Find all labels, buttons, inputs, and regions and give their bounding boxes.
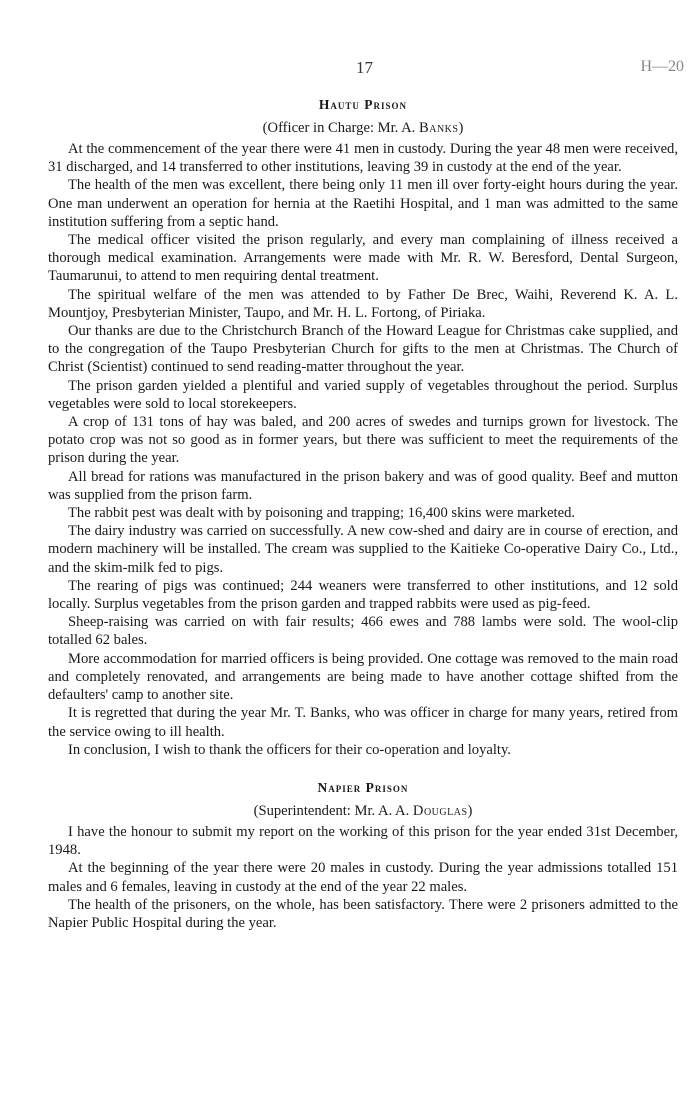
section-heading-napier: Napier Prison [317,779,409,795]
hautu-prison-section [48,94,678,759]
section-spacer [48,759,678,777]
paragraph: The spiritual welfare of the men was attended to by Father De Brec, Waihi, Reverend K. A. L. Mountjoy, Presbyterian Minister, Taupo, and Mr. H. L. Fortong, of Piriaka. [48,286,678,321]
officer-suffix: ) [467,802,473,819]
officer-name: Douglas [412,802,468,819]
officer-line-napier [48,799,678,823]
officer-name: Banks [418,120,459,136]
officer-line-hautu [48,116,678,140]
paragraph: Sheep-raising was carried on with fair results; 466 ewes and 788 lambs were sold. The wool-clip totalled 62 bales. [48,614,678,649]
paragraph: Our thanks are due to the Christchurch Branch of the Howard League for Christmas cake supplied, and to the congregation of the Taupo Presbyterian Church for gifts to the men at Christmas. The Church of Christ (Scientist) continued to send reading-matter throughout the year. [48,323,678,376]
paragraph: At the commencement of the year there were 41 men in custody. During the year 48 men were received, 31 discharged, and 14 transferred to other institutions, leaving 39 in custody at the end of the year. [48,141,678,176]
paragraph: In conclusion, I wish to thank the officers for their co-operation and loyalty. [68,741,511,758]
paragraph: The medical officer visited the prison regularly, and every man complaining of illness received a thorough medical examination. Arrangements were made with Mr. R. W. Beresford, Dental Surgeon, Taumarunui, to attend to men requiring dental treatment. [48,232,678,285]
napier-prison-section [48,777,678,932]
paragraph: The prison garden yielded a plentiful and varied supply of vegetables throughout the period. Surplus vegetables were sold to local storekeepers. [48,377,678,412]
document-reference: H—20 [640,58,684,75]
paragraph: More accommodation for married officers is being provided. One cottage was removed to the main road and completely renovated, and arrangements are being made to have another cottage shifted from the defaulters' camp to another site. [48,650,678,704]
section-heading-hautu: Hautu Prison [318,97,408,112]
page-body [48,94,678,932]
officer-suffix: ) [458,120,464,136]
paragraph: It is regretted that during the year Mr. T. Banks, who was officer in charge for many years, retired from the service owing to ill health. [48,705,678,740]
paragraph: A crop of 131 tons of hay was baled, and 200 acres of swedes and turnips grown for livestock. The potato crop was not so good as in former years, but there was sufficient to meet the requirements of the prison during the year. [48,414,678,467]
officer-prefix: (Superintendent: Mr. A. A. [253,802,413,819]
paragraph: The rabbit pest was dealt with by poisoning and trapping; 16,400 skins were marketed. [68,505,576,522]
paragraph: The dairy industry was carried on successfully. A new cow-shed and dairy are in course of erection, and modern machinery will be installed. The cream was supplied to the Kaitieke Co-operative Dairy Co., Ltd., and the skim-milk fed to pigs. [48,523,678,576]
page-number: 17 [356,58,373,77]
paragraph: At the beginning of the year there were 20 males in custody. During the year admissions totalled 151 males and 6 females, leaving in custody at the end of the year 22 males. [48,860,678,895]
paragraph: The rearing of pigs was continued; 244 weaners were transferred to other institutions, and 12 sold locally. Surplus vegetables from the prison garden and trapped rabbits were used as pig-feed. [48,577,678,613]
paragraph: The health of the prisoners, on the whole, has been satisfactory. There were 2 prisoners admitted to the Napier Public Hospital during the year. [48,896,678,931]
paragraph: All bread for rations was manufactured in the prison bakery and was of good quality. Beef and mutton was supplied from the prison farm. [48,468,678,503]
paragraph: The health of the men was excellent, there being only 11 men ill over forty-eight hours during the year. One man underwent an operation for hernia at the Raetihi Hospital, and 1 man was admitted to the same institution suffering from a septic hand. [48,177,678,230]
paragraph: I have the honour to submit my report on the working of this prison for the year ended 31st December, 1948. [48,823,678,859]
officer-prefix: (Officer in Charge: Mr. A. [262,120,419,136]
